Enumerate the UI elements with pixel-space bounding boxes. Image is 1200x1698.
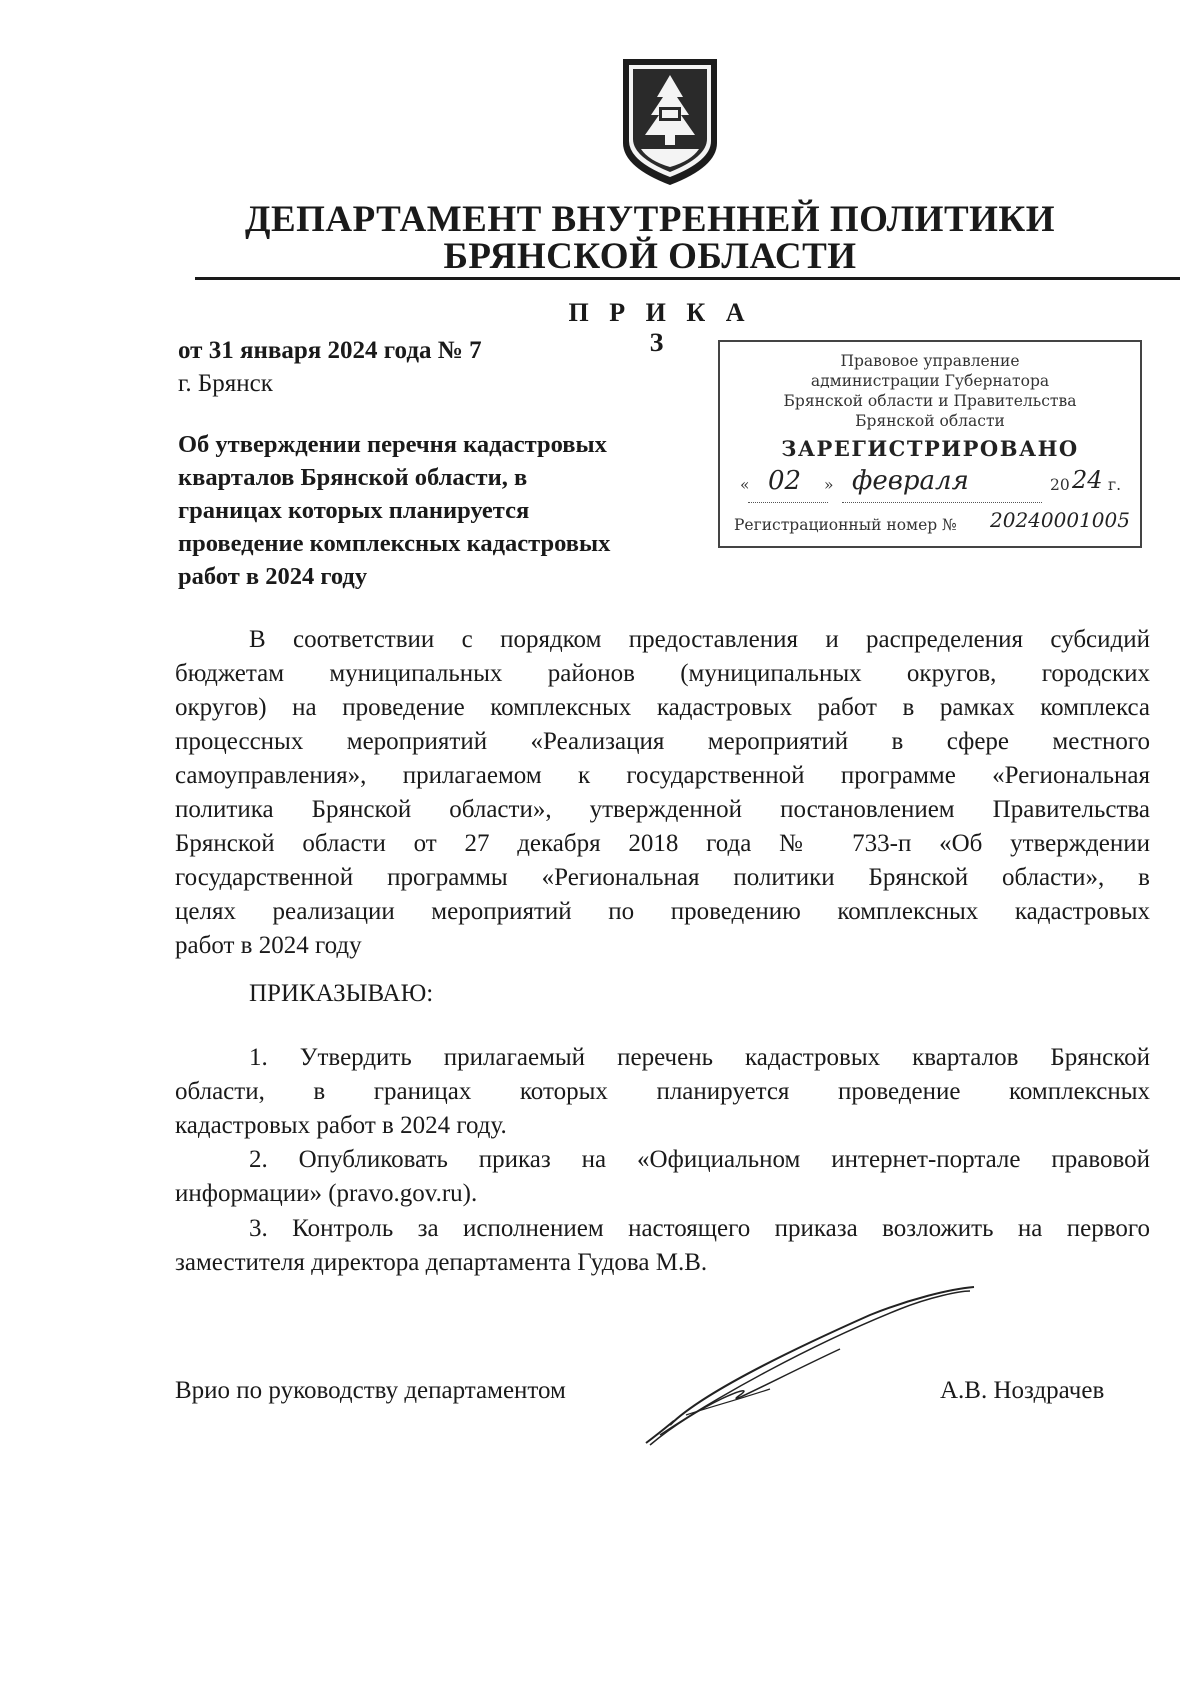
- stamp-line: администрации Губернатора: [810, 372, 1050, 390]
- order-item-1: [175, 1041, 1150, 1143]
- document-type-title: П Р И К А З: [568, 298, 752, 357]
- stamp-quote-close: »: [824, 476, 834, 494]
- stamp-quote-open: «: [740, 476, 750, 494]
- stamp-year-suffix: 24: [1072, 466, 1103, 494]
- stamp-line: Брянской области: [855, 412, 1005, 430]
- stamp-line: Правовое управление: [840, 352, 1020, 370]
- preamble-paragraph: [175, 623, 1150, 963]
- stamp-month: февраля: [852, 466, 969, 496]
- subject-line: проведение комплексных кадастровых: [178, 530, 611, 557]
- order-date-number: от 31 января 2024 года № 7: [178, 337, 482, 364]
- preamble-line: самоуправления», прилагаемом к государственной программе «Региональная: [175, 762, 1150, 789]
- signer-position: Врио по руководству департаментом: [175, 1377, 566, 1404]
- stamp-line: Брянской области и Правительства: [783, 392, 1077, 410]
- preamble-line: округов) на проведение комплексных кадастровых работ в рамках комплекса: [175, 694, 1150, 721]
- order-directive-word: ПРИКАЗЫВАЮ:: [249, 980, 434, 1007]
- item-line: информации» (pravo.gov.ru).: [175, 1180, 478, 1207]
- department-name-line-1: ДЕПАРТАМЕНТ ВНУТРЕННЕЙ ПОЛИТИКИ: [244, 199, 1056, 240]
- item-line: 3. Контроль за исполнением настоящего приказа возложить на первого: [249, 1215, 1150, 1242]
- order-item-2: [175, 1143, 1150, 1211]
- preamble-line: процессных мероприятий «Реализация мероприятий в сфере местного: [175, 728, 1150, 755]
- item-line: заместителя директора департамента Гудова М.В.: [175, 1249, 708, 1276]
- subject-line: границах которых планируется: [178, 497, 530, 524]
- subject-line: кварталов Брянской области, в: [178, 464, 528, 491]
- item-line: области, в границах которых планируется проведение комплексных: [175, 1078, 1150, 1105]
- subject-line: работ в 2024 году: [178, 563, 368, 590]
- stamp-year-prefix: 20: [1050, 476, 1070, 494]
- department-name-line-2: БРЯНСКОЙ ОБЛАСТИ: [443, 236, 857, 277]
- order-subject: [178, 428, 698, 593]
- preamble-line: бюджетам муниципальных районов (муниципальных округов, городских: [175, 660, 1150, 687]
- stamp-month-underline: [842, 502, 1042, 503]
- preamble-line: политика Брянской области», утвержденной постановлением Правительства: [175, 796, 1150, 823]
- item-line: кадастровых работ в 2024 году.: [175, 1112, 507, 1139]
- stamp-reg-number: 20240001005: [990, 508, 1130, 532]
- preamble-line: государственной программы «Региональная политики Брянской области», в: [175, 864, 1150, 891]
- coat-of-arms-emblem: [615, 55, 725, 190]
- stamp-reg-label: Регистрационный номер №: [734, 516, 957, 534]
- header-divider: [195, 277, 1180, 280]
- preamble-line: целях реализации мероприятий по проведению комплексных кадастровых: [175, 898, 1150, 925]
- stamp-year-unit: г.: [1108, 476, 1122, 494]
- registration-stamp: [718, 340, 1142, 548]
- order-item-3: [175, 1212, 1150, 1280]
- preamble-line: Брянской области от 27 декабря 2018 года № 733-п «Об утверждении: [175, 830, 1150, 857]
- preamble-line: В соответствии с порядком предоставления и распределения субсидий: [249, 626, 1150, 653]
- order-city: г. Брянск: [178, 370, 273, 397]
- stamp-day: 02: [768, 466, 802, 496]
- stamp-registered: ЗАРЕГИСТРИРОВАНО: [781, 436, 1079, 461]
- preamble-line: работ в 2024 году: [175, 932, 362, 959]
- item-line: 1. Утвердить прилагаемый перечень кадастровых кварталов Брянской: [249, 1044, 1150, 1071]
- subject-line: Об утверждении перечня кадастровых: [178, 431, 607, 458]
- stamp-day-underline: [748, 502, 828, 503]
- handwritten-signature: [640, 1285, 980, 1450]
- signer-name: А.В. Ноздрачев: [940, 1377, 1105, 1404]
- item-line: 2. Опубликовать приказ на «Официальном интернет-портале правовой: [249, 1146, 1150, 1173]
